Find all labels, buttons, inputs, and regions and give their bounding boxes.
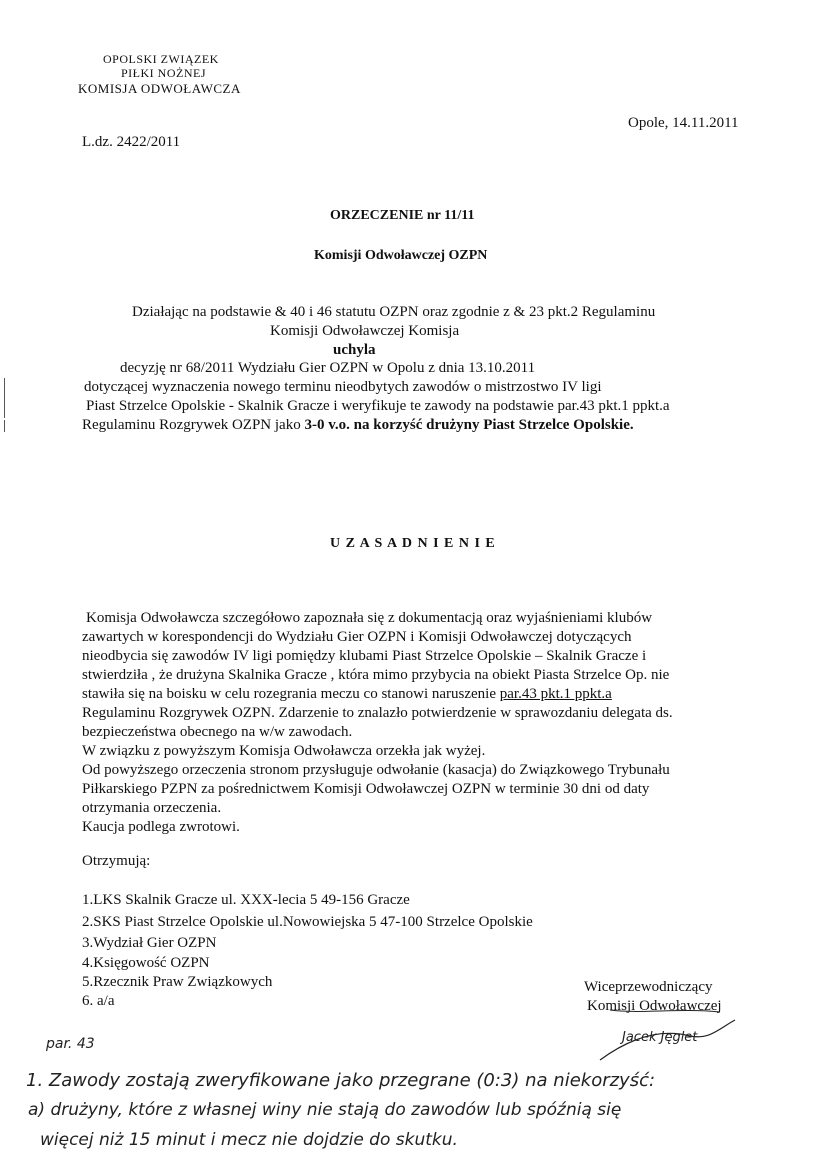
decision-line-5: Piast Strzelce Opolskie - Skalnik Gracze i weryfikuje te zawody na podstawie par.43 pkt.1 ppkt.a bbox=[86, 398, 670, 414]
signatory-title: Wiceprzewodniczący bbox=[584, 979, 713, 995]
org-name-line1: OPOLSKI ZWIĄZEK bbox=[103, 52, 219, 66]
justification-line bbox=[82, 685, 612, 704]
justification-line: Od powyższego orzeczenia stronom przysługuje odwołanie (kasacja) do Związkowego Trybunału bbox=[82, 762, 670, 778]
place-date: Opole, 14.11.2011 bbox=[628, 115, 739, 131]
justification-heading: U Z A S A D N I E N I E bbox=[330, 536, 496, 551]
reference-number: L.dz. 2422/2011 bbox=[82, 134, 181, 150]
handwritten-line: a) drużyny, które z własnej winy nie stają do zawodów lub spóźnią się bbox=[28, 1100, 622, 1120]
decision-line-6 bbox=[82, 416, 634, 435]
recipient-item: 3.Wydział Gier OZPN bbox=[82, 935, 217, 951]
justification-line: Kaucja podlega zwrotowi. bbox=[82, 819, 240, 835]
justification-line: zawartych w korespondencji do Wydziału Gier OZPN i Komisji Odwoławczej dotyczących bbox=[82, 629, 632, 645]
justification-line: stwierdziła , że drużyna Skalnika Gracze , która mimo przybycia na obiekt Piasta Strzelce Op. nie bbox=[82, 667, 670, 683]
justification-line: Komisja Odwoławcza szczegółowo zapoznała się z dokumentacją oraz wyjaśnieniami klubów bbox=[86, 610, 653, 626]
decision-verb: uchyla bbox=[333, 342, 376, 358]
justification-line: Regulaminu Rozgrywek OZPN. Zdarzenie to znalazło potwierdzenie w sprawozdaniu delegata ds. bbox=[82, 705, 673, 721]
scan-margin-mark bbox=[4, 378, 5, 418]
handwritten-reference: par. 43 bbox=[46, 1036, 95, 1052]
org-name-line2: PIŁKI NOŻNEJ bbox=[121, 66, 206, 80]
recipient-item: 5.Rzecznik Praw Związkowych bbox=[82, 974, 273, 990]
recipient-item: 2.SKS Piast Strzelce Opolskie ul.Nowowiejska 5 47-100 Strzelce Opolskie bbox=[82, 914, 533, 930]
signatory-name: Jacek Jęglet bbox=[622, 1030, 698, 1045]
document-subtitle: Komisji Odwoławczej OZPN bbox=[314, 248, 488, 263]
recipient-item: 4.Księgowość OZPN bbox=[82, 955, 210, 971]
justification-line: otrzymania orzeczenia. bbox=[82, 800, 222, 816]
justification-line: bezpieczeństwa obecnego na w/w zawodach. bbox=[82, 724, 353, 740]
underlined-rule-reference: par.43 pkt.1 ppkt.a bbox=[499, 686, 612, 702]
handwritten-line: więcej niż 15 minut i mecz nie dojdzie do skutku. bbox=[40, 1130, 458, 1150]
decision-line-1: Działając na podstawie & 40 i 46 statutu OZPN oraz zgodnie z & 23 pkt.2 Regulaminu bbox=[132, 304, 656, 320]
org-name-line3: KOMISJA ODWOŁAWCZA bbox=[78, 81, 241, 96]
signatory-committee: Komisji Odwoławczej bbox=[587, 998, 722, 1014]
document-title: ORZECZENIE nr 11/11 bbox=[330, 208, 475, 223]
signature-scribble-icon bbox=[570, 998, 750, 1068]
decision-verdict: 3-0 v.o. na korzyść drużyny Piast Strzelce Opolskie. bbox=[304, 417, 634, 433]
justification-line: Piłkarskiego PZPN za pośrednictwem Komisji Odwoławczej OZPN w terminie 30 dni od daty bbox=[82, 781, 650, 797]
handwritten-line: 1. Zawody zostają zweryfikowane jako przegrane (0:3) na niekorzyść: bbox=[26, 1070, 656, 1091]
decision-line-3: decyzję nr 68/2011 Wydziału Gier OZPN w Opolu z dnia 13.10.2011 bbox=[120, 360, 536, 376]
justification-line: nieodbycia się zawodów IV ligi pomiędzy klubami Piast Strzelce Opolskie – Skalnik Gracze i bbox=[82, 648, 647, 664]
justification-line-text: stawiła się na boisku w celu rozegrania meczu co stanowi naruszenie bbox=[82, 686, 500, 702]
recipient-item: 1.LKS Skalnik Gracze ul. XXX-lecia 5 49-156 Gracze bbox=[82, 892, 410, 908]
justification-line: W związku z powyższym Komisja Odwoławcza orzekła jak wyżej. bbox=[82, 743, 486, 759]
scan-margin-mark bbox=[4, 420, 5, 432]
decision-line-2: Komisji Odwoławczej Komisja bbox=[270, 323, 460, 339]
recipient-item: 6. a/a bbox=[82, 993, 115, 1009]
decision-line-4: dotyczącej wyznaczenia nowego terminu nieodbytych zawodów o mistrzostwo IV ligi bbox=[84, 379, 602, 395]
decision-line-6-text: Regulaminu Rozgrywek OZPN jako bbox=[82, 417, 305, 433]
recipients-heading: Otrzymują: bbox=[82, 853, 151, 869]
